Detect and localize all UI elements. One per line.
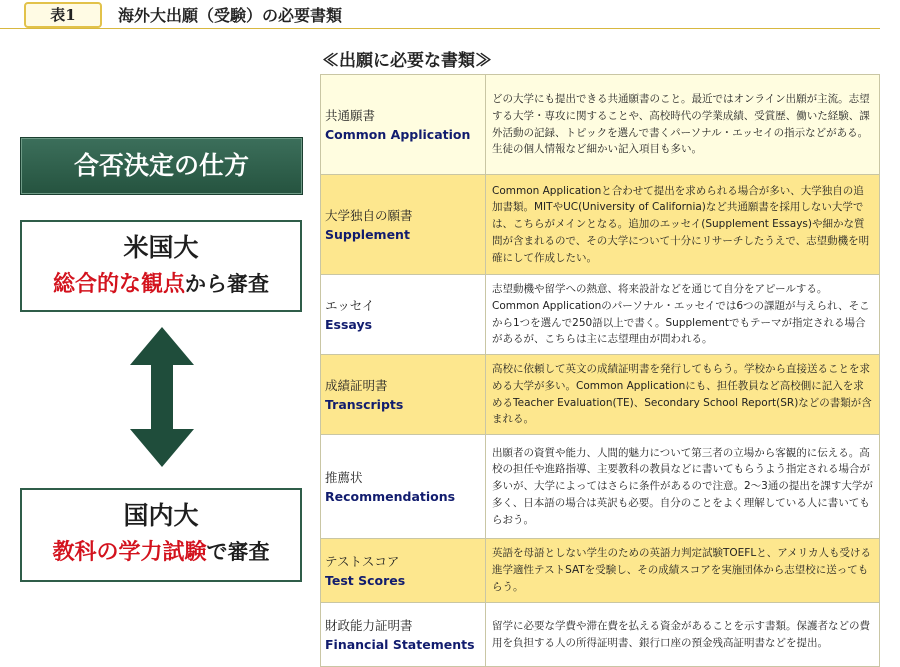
- page-header: [0, 0, 880, 29]
- document-name-cell: [321, 603, 486, 667]
- document-name-en: Test Scores: [325, 572, 406, 588]
- document-description: 高校に依頼して英文の成績証明書を発行してもらう。学校から直接送ることを求める大学が多い。Common Applicationにも、担任教員など高校側に記入を求めるTeacher Evaluation(TE)、Secondary School Report(SR)などの書類が含まれる。: [486, 355, 880, 435]
- document-name-cell: [321, 355, 486, 435]
- document-name-ja: 大学独自の願書: [325, 207, 413, 223]
- document-name-ja: エッセイ: [325, 297, 375, 313]
- document-description: 志望動機や留学への熱意、将来設計などを通じて自分をアピールする。Common Applicationのパーソナル・エッセイでは6つの課題が与えられ、そこから1つを選んで250語以上で書く。Supplementでもテーマが指定される場合があるが、こちらは主に志望理由が問われる。: [486, 275, 880, 355]
- us-university-title: 米国大: [123, 233, 199, 262]
- document-name-ja: 共通願書: [325, 107, 376, 123]
- document-name-en: Financial Statements: [325, 636, 475, 652]
- japan-university-box: [20, 488, 302, 582]
- table-row: [321, 435, 880, 539]
- page-title: 海外大出願（受験）の必要書類: [118, 6, 343, 25]
- document-name-en: Supplement: [325, 226, 410, 242]
- documents-heading: ≪出願に必要な書類≫: [322, 51, 492, 71]
- japan-university-title: 国内大: [123, 501, 199, 530]
- japan-university-method: [22, 535, 300, 569]
- document-description: 留学に必要な学費や滞在費を払える資金があることを示す書類。保護者などの費用を負担する人の所得証明書、銀行口座の預金残高証明書などを提出。: [486, 603, 880, 667]
- document-name-ja: 推薦状: [325, 469, 363, 485]
- document-name-ja: 成績証明書: [325, 377, 388, 393]
- document-name-en: Essays: [325, 316, 373, 332]
- document-name-ja: 財政能力証明書: [325, 617, 413, 633]
- us-university-method: [22, 267, 300, 301]
- us-method-highlight: 総合的な観点: [52, 271, 185, 297]
- required-documents-table: [320, 74, 880, 667]
- document-description: 英語を母語としない学生のための英語力判定試験TOEFLと、アメリカ人も受ける進学適性テストSATを受験し、その成績スコアを実施団体から志望校に送ってもらう。: [486, 539, 880, 603]
- document-description: どの大学にも提出できる共通願書のこと。最近ではオンライン出願が主流。志望する大学・専攻に関することや、高校時代の学業成績、受賞歴、働いた経験、課外活動の記録、トピックを選んで書くパーソナル・エッセイの指示などがある。生徒の個人情報など細かい記入項目も多い。: [486, 75, 880, 175]
- jp-method-rest: で審査: [206, 539, 270, 564]
- document-description: Common Applicationと合わせて提出を求められる場合が多い、大学独自の追加書類。MITやUC(University of California)など共通願書を採用しない大学では、こちらがメインとなる。追加のエッセイ(Supplement Essays)や細かな質問が含まれるので、その大学について十分にリサーチしたうえで、志望動機を明確にして作成したい。: [486, 175, 880, 275]
- us-university-box: [20, 220, 302, 312]
- decision-method-banner: 合否決定の仕方: [20, 137, 303, 195]
- table-row: [321, 275, 880, 355]
- document-name-cell: [321, 275, 486, 355]
- table-row: [321, 539, 880, 603]
- document-name-ja: テストスコア: [325, 553, 400, 569]
- document-description: 出願者の資質や能力、人間的魅力について第三者の立場から客観的に伝える。高校の担任や進路指導、主要教科の教員などに書いてもらうよう指定される場合が多いが、大学によってはさらに条件があるので注意。2〜3通の提出を課す大学が多く、日本語の場合は英訳も必要。自分のことをよく理解している人に書いてもらおう。: [486, 435, 880, 539]
- document-name-en: Transcripts: [325, 396, 404, 412]
- table-row: [321, 175, 880, 275]
- us-method-rest: から審査: [185, 271, 269, 296]
- document-name-en: Common Application: [325, 126, 471, 142]
- document-name-cell: [321, 435, 486, 539]
- document-name-cell: [321, 75, 486, 175]
- jp-method-highlight: 教科の学力試験: [52, 539, 207, 565]
- table-row: [321, 603, 880, 667]
- table-number-badge: 表1: [24, 2, 102, 28]
- document-name-cell: [321, 539, 486, 603]
- table-row: [321, 75, 880, 175]
- double-arrow-icon: [130, 327, 194, 467]
- document-name-cell: [321, 175, 486, 275]
- table-row: [321, 355, 880, 435]
- document-name-en: Recommendations: [325, 488, 456, 504]
